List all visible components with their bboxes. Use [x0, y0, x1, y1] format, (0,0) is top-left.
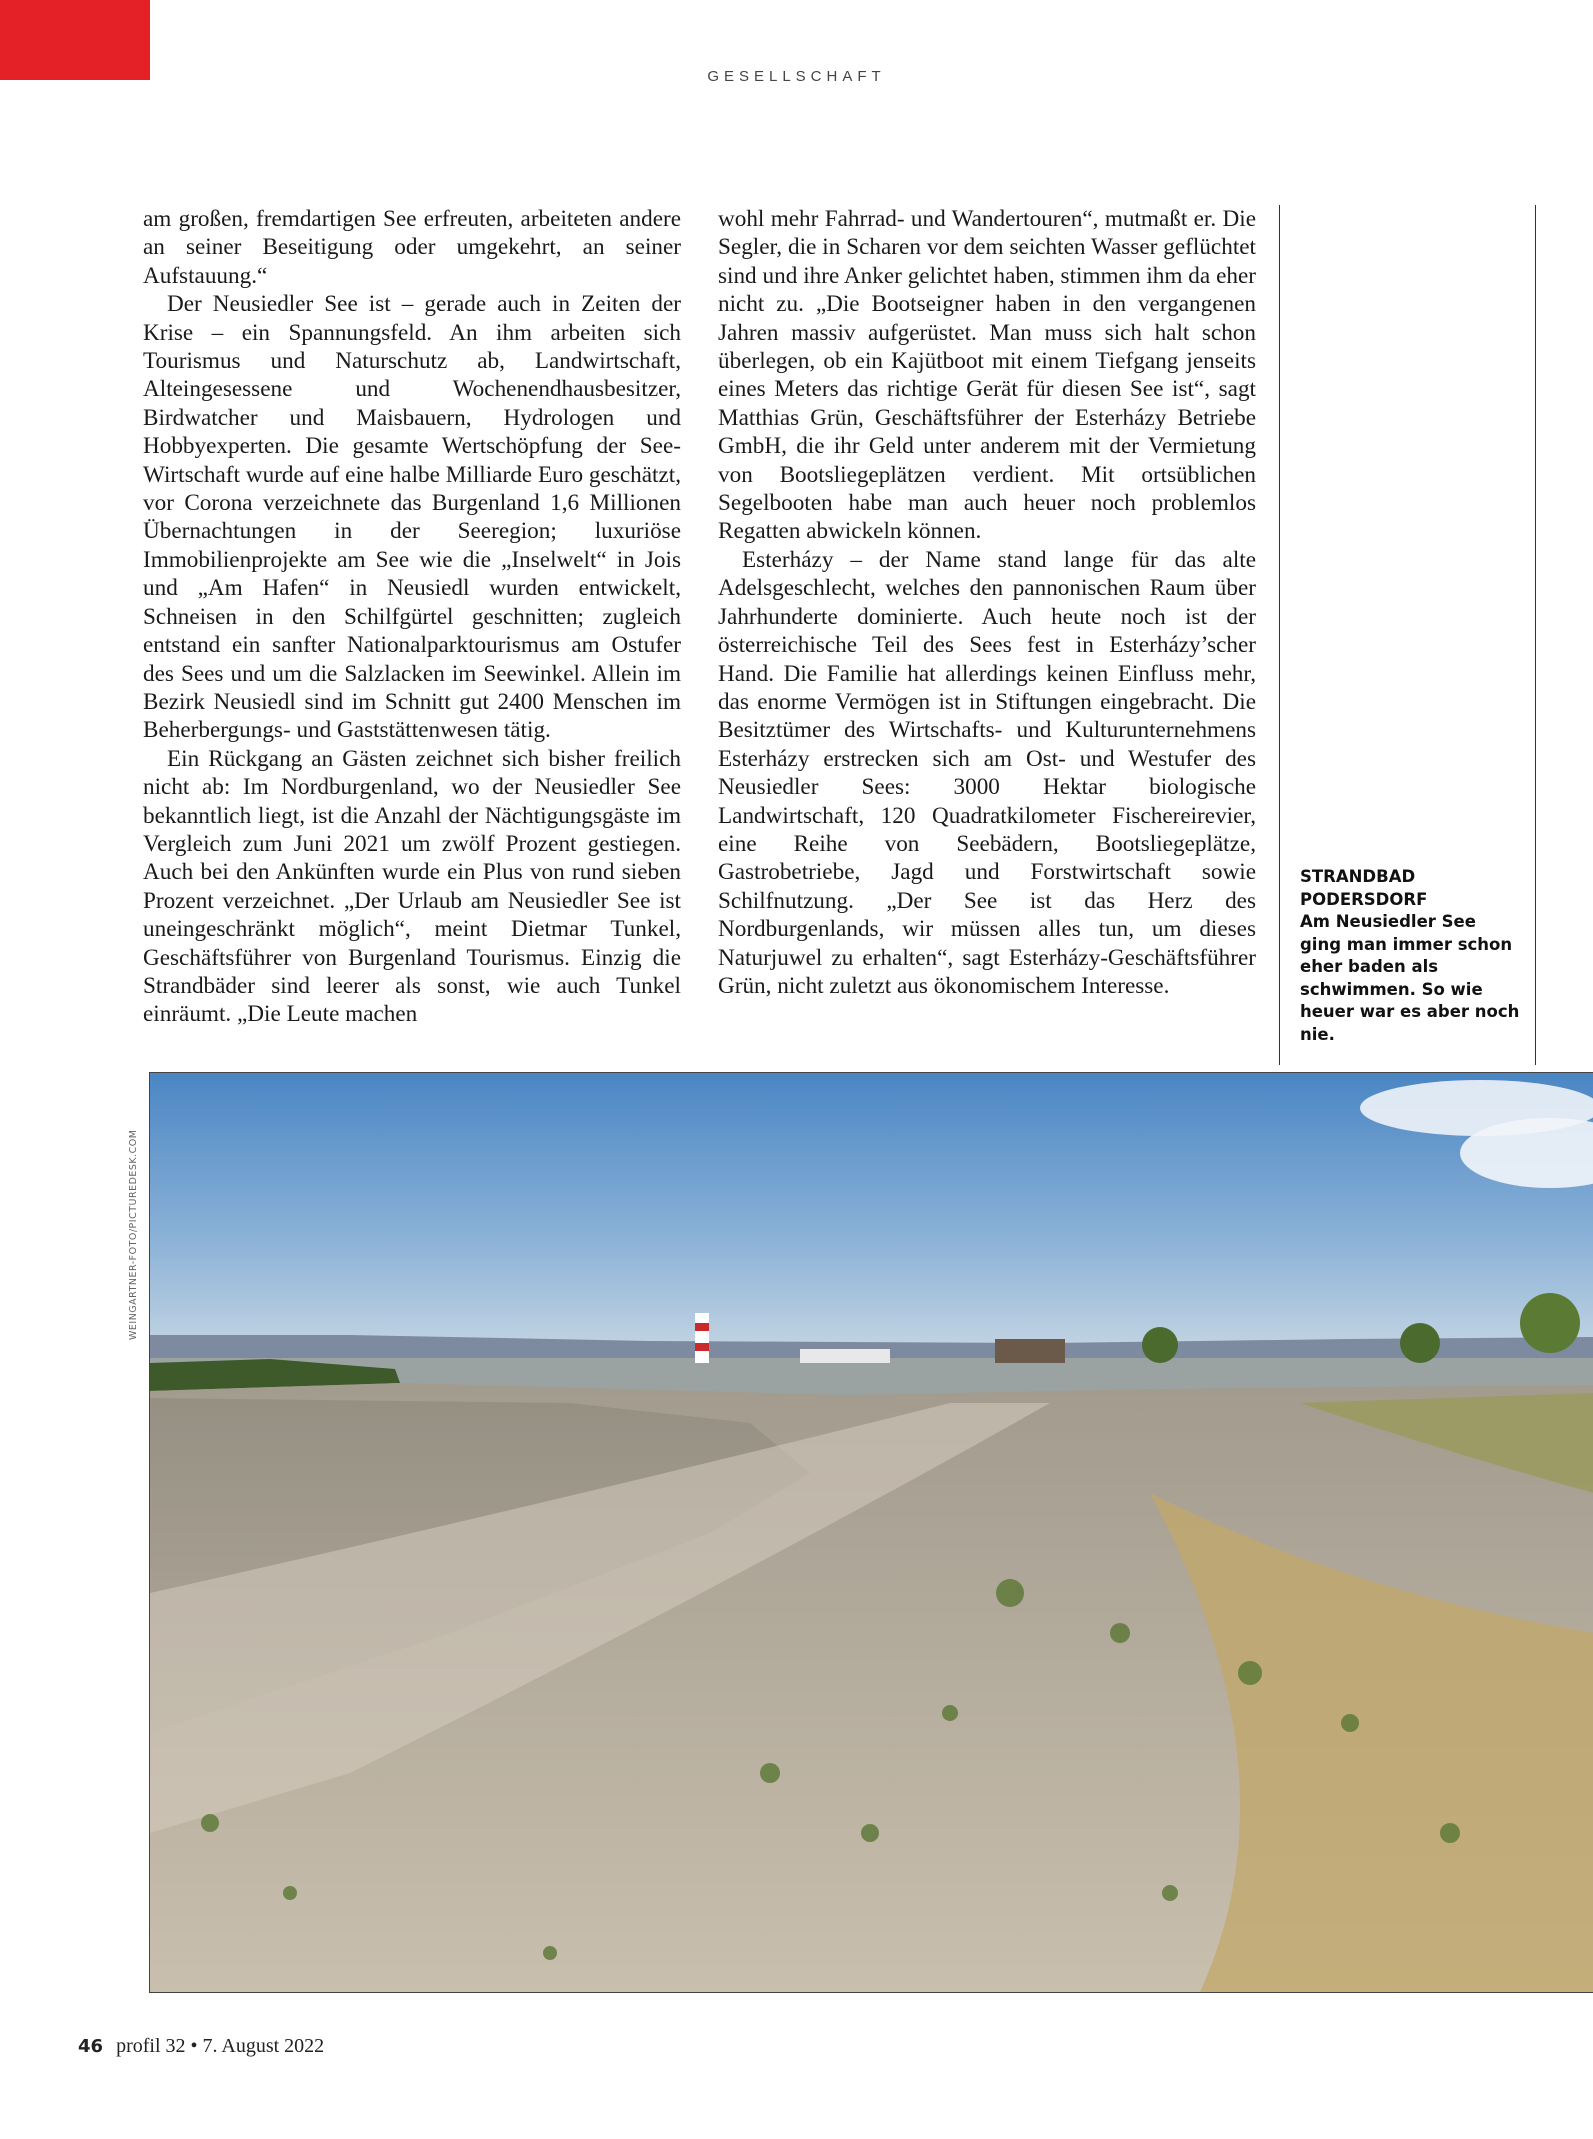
lighthouse-stripe [695, 1323, 709, 1331]
photo-caption [1300, 866, 1520, 1046]
caption-title-line-1: STRANDBAD [1300, 867, 1416, 886]
tree [1142, 1327, 1178, 1363]
lighthouse [695, 1313, 709, 1363]
article-paragraph: Esterházy – der Name stand lange für das alte Adelsgeschlecht, welches den pannonischen Raum über Jahrhunderte dominierte. Auch heute noch ist der österreichische Teil des Sees fest in Esterházy’scher Hand. Die Familie hat allerdings keinen Einfluss mehr, das enorme Vermögen ist in Stiftungen eingebracht. Die Besitztümer des Wirtschafts- und Kulturunternehmens Esterházy erstrecken sich am Ost- und Westufer des Neusiedler Sees: 3000 Hektar biologische Landwirtschaft, 120 Quadratkilometer Fischereirevier, eine Reihe von Seebädern, Bootsliegeplätze, Gastrobetriebe, Jagd und Forstwirtschaft sowie Schilfnutzung. „Der See ist das Herz des Nordburgenlands, wir müssen alles tun, um dieses Naturjuwel zu erhalten“, sagt Esterházy-Geschäftsführer Grün, nicht zuletzt aus ökonomischem Interesse. [718, 546, 1256, 999]
caption-text: Am Neusiedler See ging man immer schon eher baden als schwimmen. So wie heuer war es aber noch nie. [1300, 912, 1520, 1044]
caption-title-line-2: PODERSDORF [1300, 889, 1428, 909]
article-paragraph: am großen, fremdartigen See erfreuten, arbeiteten andere an seiner Beseitigung oder umgekehrt, an seiner Aufstauung.“ [143, 206, 681, 289]
ferry-boat [800, 1349, 890, 1363]
article-paragraph: wohl mehr Fahrrad- und Wandertouren“, mutmaßt er. Die Segler, die in Scharen vor dem seichten Wasser geflüchtet sind und ihre Anker gelichtet haben, stimmen ihm da eher nicht zu. „Die Bootseigner haben in den vergangenen Jahren massiv aufgerüstet. Man muss sich halt schon überlegen, ob ein Kajütboot mit einem Tiefgang jenseits eines Meters das richtige Gerät für diesen See ist“, sagt Matthias Grün, Geschäftsführer der Esterházy Betriebe GmbH, die ihr Geld unter anderem mit der Vermietung von Bootsliegeplätzen verdient. Mit ortsüblichen Segelbooten habe man auch heuer noch problemlos Regatten abwickeln können. [718, 206, 1256, 545]
tree [1520, 1293, 1580, 1353]
photo-credit: WEINGARTNER-FOTO/PICTUREDESK.COM [128, 1129, 139, 1340]
article-column-1 [143, 205, 681, 1029]
pier-building [995, 1339, 1065, 1363]
caption-rule-right [1535, 205, 1536, 1065]
lake-photo [149, 1072, 1593, 1993]
page-number: 46 [78, 2036, 104, 2057]
lighthouse-stripe [695, 1343, 709, 1351]
caption-rule-left [1279, 205, 1280, 1065]
lake-photo-illustration [150, 1073, 1593, 1992]
article-paragraph: Ein Rückgang an Gästen zeichnet sich bisher freilich nicht ab: Im Nordburgenland, wo der Neusiedler See bekanntlich liegt, ist die Anzahl der Nächtigungsgäste im Vergleich zum Juni 2021 um zwölf Prozent gestiegen. Auch bei den Ankünften wurde ein Plus von rund sieben Prozent verzeichnet. „Der Urlaub am Neusiedler See ist uneingeschränkt möglich“, meint Dietmar Tunkel, Geschäftsführer von Burgenland Tourismus. Einzig die Strandbäder sind leerer als sonst, wie auch Tunkel einräumt. „Die Leute machen [143, 745, 681, 1028]
article-column-2 [718, 205, 1256, 1000]
page-footer [78, 2035, 324, 2058]
section-label: GESELLSCHAFT [707, 68, 886, 85]
article-paragraph: Der Neusiedler See ist – gerade auch in Zeiten der Krise – ein Spannungsfeld. An ihm arbeiten sich Tourismus und Naturschutz ab, Landwirtschaft, Alteingesessene und Wochenendhausbesitzer, Birdwatcher und Maisbauern, Hydrologen und Hobbyexperten. Die gesamte Wertschöpfung der See-Wirtschaft wurde auf eine halbe Milliarde Euro geschätzt, vor Corona verzeichnete das Burgenland 1,6 Millionen Übernachtungen in der Seeregion; luxuriöse Immobilienprojekte am See wie die „Inselwelt“ in Jois und „Am Hafen“ in Neusiedl wurden entwickelt, Schneisen in den Schilfgürtel geschnitten; zugleich entstand ein sanfter Nationalparktourismus am Ostufer des Sees und um die Salzlacken im Seewinkel. Allein im Bezirk Neusiedl sind im Schnitt gut 2400 Menschen im Beherbergungs- und Gaststättenwesen tätig. [143, 291, 681, 744]
tree [1400, 1323, 1440, 1363]
issue-info: profil 32 • 7. August 2022 [116, 2035, 325, 2057]
